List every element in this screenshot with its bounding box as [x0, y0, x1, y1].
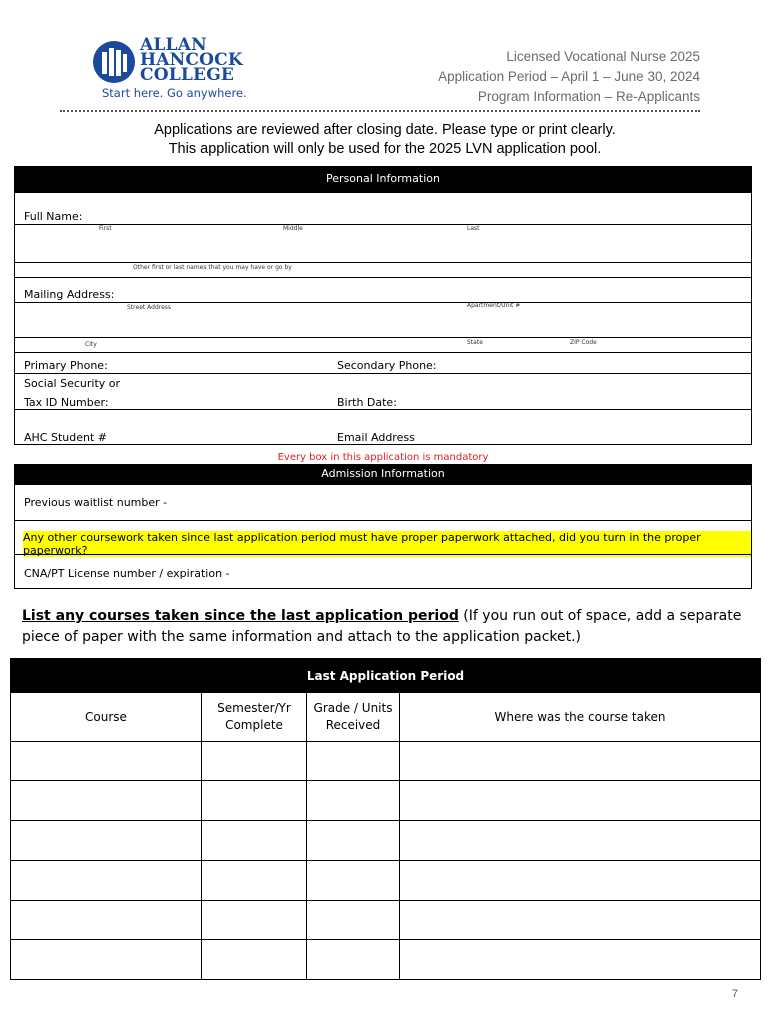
course-cell[interactable] — [11, 901, 202, 940]
waitlist-label: Previous waitlist number - — [24, 496, 168, 509]
table-row — [11, 861, 761, 901]
intro-line-1: Applications are reviewed after closing date. Please type or print clearly. — [154, 122, 616, 138]
course-cell[interactable] — [11, 781, 202, 821]
birth-date-label: Birth Date: — [337, 396, 397, 409]
personal-info-header: Personal Information — [14, 166, 752, 192]
college-shield-icon — [92, 40, 136, 84]
grade-cell[interactable] — [307, 742, 400, 781]
header-line-3: Program Information – Re-Applicants — [477, 89, 700, 104]
header-line-2: Application Period – April 1 – June 30, 2024 — [438, 69, 700, 84]
page-number: 7 — [731, 988, 738, 1000]
semester-header-l1: Semester/Yr — [217, 701, 291, 715]
ssn-label-line-1: Social Security or — [24, 377, 121, 390]
course-list-heading-rest: (If you run out of space, add a separate piece of paper with the same information and attach to the application packet.) — [22, 608, 742, 645]
coursework-bottom-line — [15, 554, 751, 555]
logo-word-1: ALLAN — [140, 35, 207, 55]
mandatory-notice: Every box in this application is mandatory — [277, 452, 489, 463]
logo-tagline: Start here. Go anywhere. — [102, 86, 247, 100]
personal-info-section — [14, 192, 752, 445]
apartment-caption: Apartment/Unit # — [467, 302, 521, 309]
full-name-field[interactable] — [15, 233, 751, 261]
location-cell[interactable] — [400, 861, 761, 901]
intro-text — [0, 121, 770, 159]
course-list-heading-bold: List any courses taken since the last application period — [22, 608, 459, 624]
program-header — [438, 47, 700, 107]
grade-cell[interactable] — [307, 821, 400, 861]
secondary-phone-label: Secondary Phone: — [337, 359, 437, 372]
intro-line-2: This application will only be used for the 2025 LVN application pool. — [168, 141, 602, 157]
phone-bottom-line — [15, 373, 751, 374]
grade-cell[interactable] — [307, 781, 400, 821]
course-cell[interactable] — [11, 940, 202, 980]
waitlist-bottom-line — [15, 520, 751, 521]
grade-cell[interactable] — [307, 901, 400, 940]
coursework-notice: Any other coursework taken since last application period must have proper paperwork attached, did you turn in the proper paperwork? — [23, 531, 751, 557]
table-row — [11, 901, 761, 940]
course-cell[interactable] — [11, 742, 202, 781]
city-line — [15, 337, 751, 338]
course-cell[interactable] — [11, 821, 202, 861]
ssn-bottom-line — [15, 409, 751, 410]
mailing-address-field[interactable] — [15, 311, 751, 337]
semester-header-l2: Complete — [225, 718, 283, 732]
college-logo — [90, 35, 255, 102]
semester-cell[interactable] — [202, 861, 307, 901]
city-caption: City — [85, 341, 97, 348]
other-names-line — [15, 262, 751, 263]
semester-cell[interactable] — [202, 901, 307, 940]
table-row — [11, 821, 761, 861]
student-number-label: AHC Student # — [24, 431, 107, 444]
course-column-header: Course — [11, 693, 202, 742]
zip-caption: ZIP Code — [570, 339, 597, 346]
location-column-header: Where was the course taken — [400, 693, 761, 742]
semester-cell[interactable] — [202, 821, 307, 861]
full-name-line — [15, 224, 751, 225]
grade-header-l1: Grade / Units — [313, 701, 393, 715]
last-name-caption: Last — [467, 225, 480, 232]
semester-cell[interactable] — [202, 742, 307, 781]
license-label: CNA/PT License number / expiration - — [24, 567, 230, 580]
middle-name-caption: Middle — [283, 225, 303, 232]
admission-info-header: Admission Information — [14, 464, 752, 484]
grade-column-header — [307, 693, 400, 742]
courses-table — [10, 658, 761, 980]
state-caption: State — [467, 339, 483, 346]
email-label: Email Address — [337, 431, 415, 444]
logo-word-3: COLLEGE — [140, 65, 235, 85]
primary-phone-label: Primary Phone: — [24, 359, 108, 372]
location-cell[interactable] — [400, 901, 761, 940]
table-row — [11, 940, 761, 980]
other-names-caption: Other first or last names that you may have or go by — [133, 264, 292, 271]
semester-cell[interactable] — [202, 781, 307, 821]
course-list-heading — [22, 606, 752, 648]
semester-column-header — [202, 693, 307, 742]
table-row — [11, 781, 761, 821]
phone-top-line — [15, 352, 751, 353]
grade-cell[interactable] — [307, 861, 400, 901]
grade-header-l2: Received — [325, 718, 381, 732]
grade-cell[interactable] — [307, 940, 400, 980]
location-cell[interactable] — [400, 821, 761, 861]
first-name-caption: First — [99, 225, 112, 232]
full-name-label: Full Name: — [24, 210, 83, 223]
ssn-label-line-2: Tax ID Number: — [24, 396, 109, 409]
admission-info-section — [14, 484, 752, 589]
other-names-bottom-line — [15, 277, 751, 278]
semester-cell[interactable] — [202, 940, 307, 980]
header-line-1: Licensed Vocational Nurse 2025 — [506, 49, 700, 64]
mailing-address-label: Mailing Address: — [24, 288, 115, 301]
logo-word-2: HANCOCK — [140, 50, 243, 70]
location-cell[interactable] — [400, 781, 761, 821]
location-cell[interactable] — [400, 940, 761, 980]
header-divider — [60, 110, 700, 112]
course-cell[interactable] — [11, 861, 202, 901]
mailing-line — [15, 302, 751, 303]
table-row — [11, 742, 761, 781]
courses-table-title: Last Application Period — [11, 659, 761, 693]
location-cell[interactable] — [400, 742, 761, 781]
street-caption: Street Address — [127, 304, 172, 311]
